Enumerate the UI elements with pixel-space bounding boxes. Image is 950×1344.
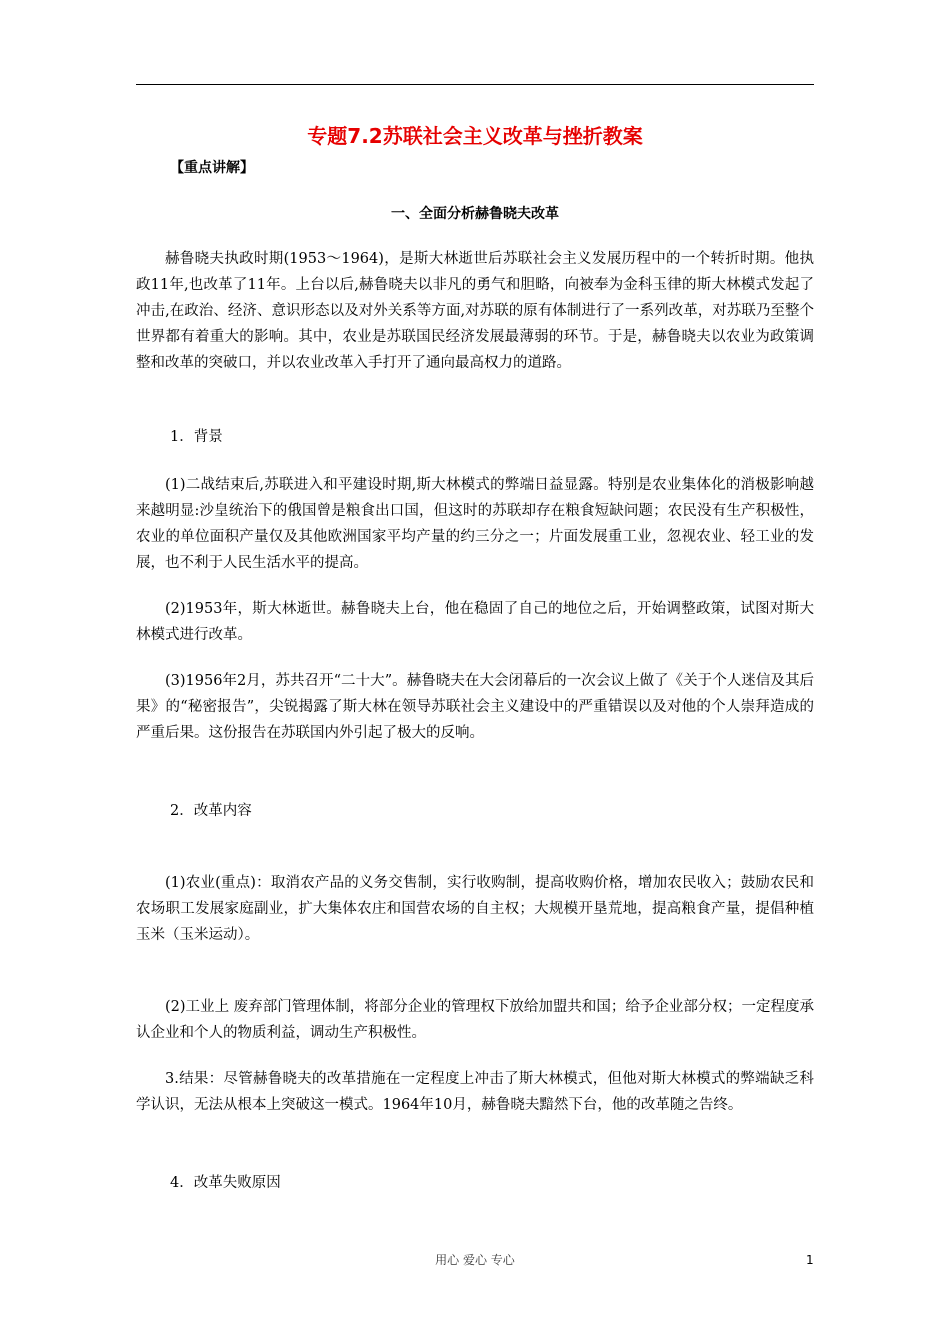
header-rule xyxy=(136,84,814,85)
background-paragraph-1: (1)二战结束后,苏联进入和平建设时期,斯大林模式的弊端日益显露。特别是农业集体化的消极影响越来越明显:沙皇统治下的俄国曾是粮食出口国，但这时的苏联却存在粮食短缺问题；农民没有生产积极性，农业的单位面积产量仅及其他欧洲国家平均产量的约三分之一；片面发展重工业，忽视农业、轻工业的发展，也不利于人民生活水平的提高。 xyxy=(136,477,814,571)
background-heading: 1．背景 xyxy=(170,429,223,445)
reform-industry-paragraph: (2)工业上 废弃部门管理体制，将部分企业的管理权下放给加盟共和国；给予企业部分权；一定程度承认企业和个人的物质利益，调动生产积极性。 xyxy=(136,999,814,1041)
reform-content-heading: 2．改革内容 xyxy=(170,803,252,819)
key-points-tag: 【重点讲解】 xyxy=(170,160,254,176)
failure-reasons-heading: 4．改革失败原因 xyxy=(170,1175,281,1191)
footer-text: 用心 爱心 专心 xyxy=(435,1253,515,1267)
document-title: 专题7.2苏联社会主义改革与挫折教案 xyxy=(307,124,643,148)
background-paragraph-3: (3)1956年2月，苏共召开“二十大”。赫鲁晓夫在大会闭幕后的一次会议上做了《关于个人迷信及其后果》的“秘密报告”，尖锐揭露了斯大林在领导苏联社会主义建设中的严重错误以及对他的个人崇拜造成的严重后果。这份报告在苏联国内外引起了极大的反响。 xyxy=(136,673,814,741)
intro-paragraph: 赫鲁晓夫执政时期(1953～1964)，是斯大林逝世后苏联社会主义发展历程中的一个转折时期。他执政11年,也改革了11年。上台以后,赫鲁晓夫以非凡的勇气和胆略，向被奉为金科玉律的斯大林模式发起了冲击,在政治、经济、意识形态以及对外关系等方面,对苏联的原有体制进行了一系列改革，对苏联乃至整个世界都有着重大的影响。其中，农业是苏联国民经济发展最薄弱的环节。于是，赫鲁晓夫以农业为政策调整和改革的突破口，并以农业改革入手打开了通向最高权力的道路。 xyxy=(136,251,814,371)
background-paragraph-2: (2)1953年，斯大林逝世。赫鲁晓夫上台，他在稳固了自己的地位之后，开始调整政策，试图对斯大林模式进行改革。 xyxy=(136,601,814,643)
page-number: 1 xyxy=(806,1253,814,1267)
reform-agriculture-paragraph: (1)农业(重点)：取消农产品的义务交售制，实行收购制，提高收购价格，增加农民收入；鼓励农民和农场职工发展家庭副业，扩大集体农庄和国营农场的自主权；大规模开垦荒地，提高粮食产量，提倡种植玉米（玉米运动）。 xyxy=(136,875,814,943)
section-heading: 一、全面分析赫鲁晓夫改革 xyxy=(391,206,559,222)
result-paragraph: 3.结果：尽管赫鲁晓夫的改革措施在一定程度上冲击了斯大林模式，但他对斯大林模式的弊端缺乏科学认识，无法从根本上突破这一模式。1964年10月，赫鲁晓夫黯然下台，他的改革随之告终。 xyxy=(136,1071,814,1113)
